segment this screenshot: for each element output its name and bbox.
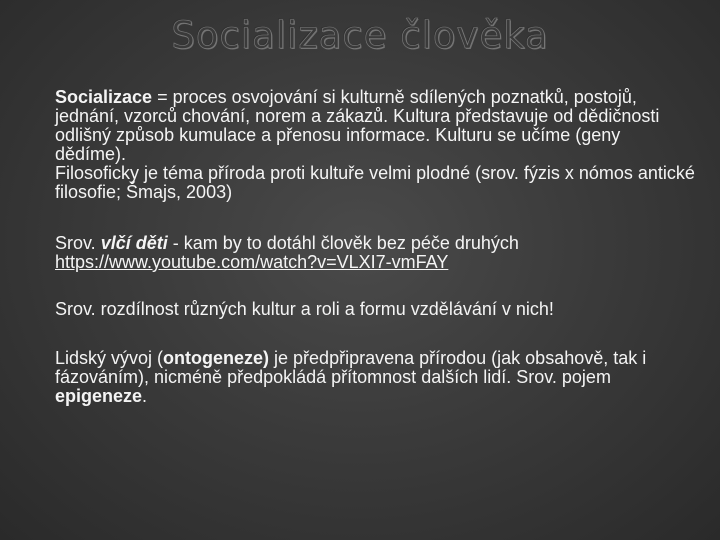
slide-title: Socializace člověka [171, 14, 549, 57]
paragraph-kultury [55, 300, 695, 319]
paragraph-vlci-deti [55, 234, 695, 272]
paragraph-filosofie-text: Filosoficky je téma příroda proti kultuře velmi plodné (srov. fýzis x nómos antické filosofie; Šmajs, 2003) [55, 163, 695, 202]
paragraph-ontogeneze [55, 349, 695, 406]
slide-content [55, 88, 695, 406]
vlci-deti-prefix: Srov. [55, 233, 101, 253]
term-socializace: Socializace [55, 87, 153, 107]
term-epigeneze: epigeneze [55, 386, 143, 406]
paragraph-socializace [55, 88, 695, 164]
paragraph-filosofie [55, 164, 695, 202]
paragraph-kultury-text: Srov. rozdílnost různých kultur a roli a formu vzdělávání v nich! [55, 299, 554, 319]
ontogeneze-text-3: . [142, 386, 148, 406]
term-ontogeneze: ontogeneze) [163, 348, 270, 368]
vlci-deti-suffix: - kam by to dotáhl člověk bez péče druhých [167, 233, 519, 253]
ontogeneze-text-1: Lidský vývoj ( [55, 348, 164, 368]
youtube-link[interactable]: https://www.youtube.com/watch?v=VLXI7-vmFAY [55, 252, 449, 272]
ontogeneze-text-2: je předpřipravena přírodou (jak obsahově, tak i fázováním), nicméně předpokládá přítomnost dalších lidí. Srov. pojem [55, 348, 647, 387]
paragraph-socializace-text: = proces osvojování si kulturně sdílených poznatků, postojů, jednání, vzorců chování, norem a zákazů. Kultura představuje od dědičnosti odlišný způsob kumulace a přenosu informace. Kulturu se učíme (geny dědíme). [55, 87, 660, 164]
term-vlci-deti: vlčí děti [100, 233, 168, 253]
